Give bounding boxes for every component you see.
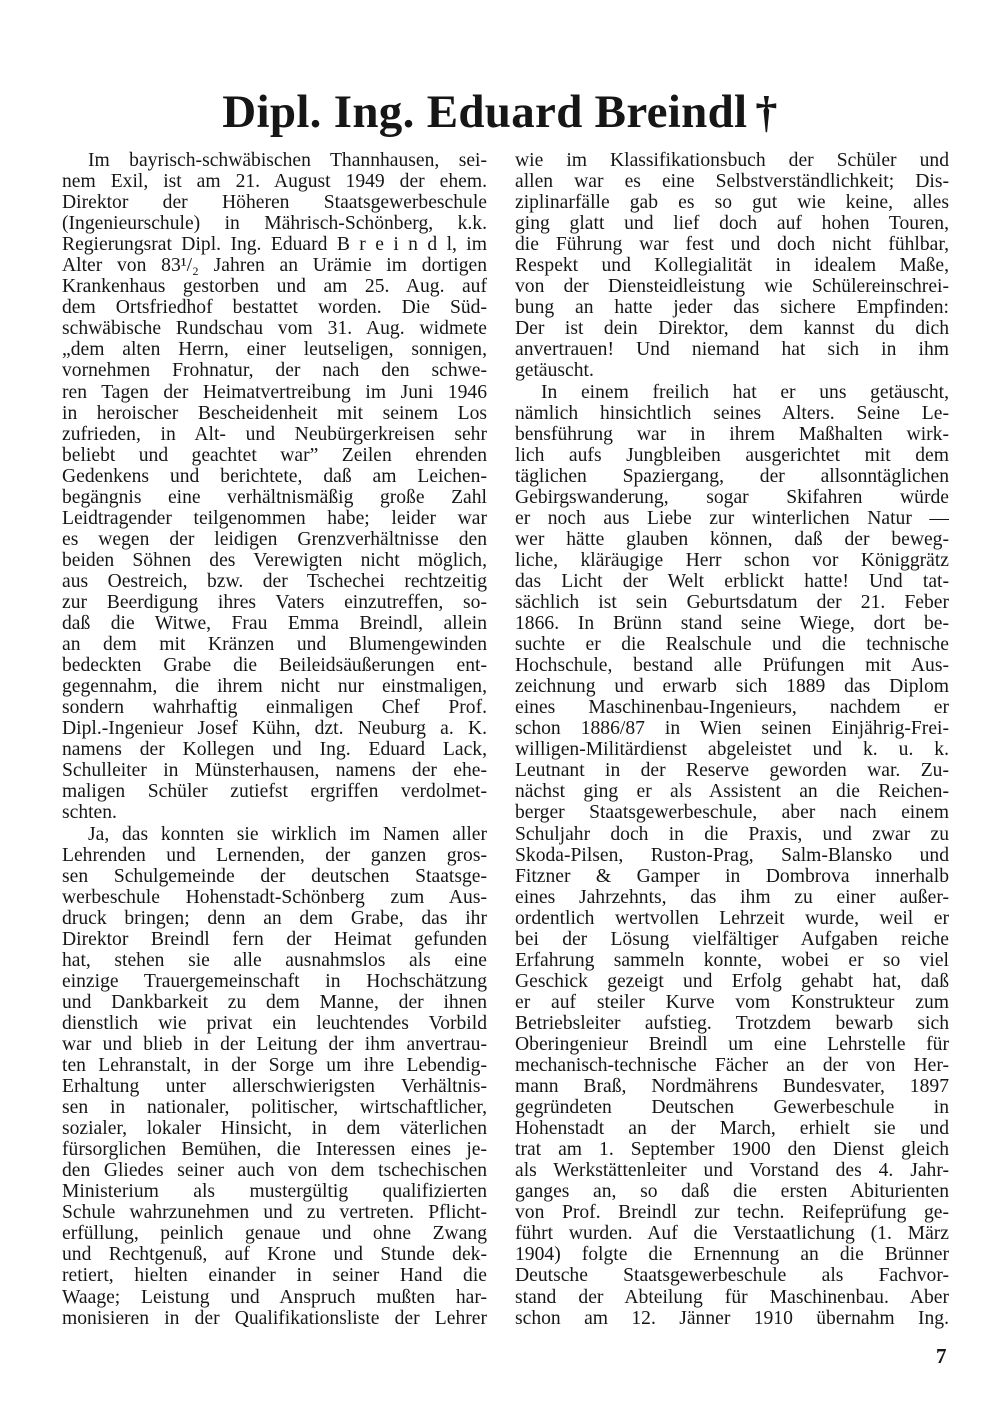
text-line: Direktor Breindl fern der Heimat gefunden [62, 928, 487, 950]
text-line: Gedenkens und berichtete, daß am Leichen- [62, 465, 487, 487]
text-line: dem Ortsfriedhof bestattet worden. Die Süd- [62, 297, 487, 319]
text-line: er noch aus Liebe zur winterlichen Natur — [515, 507, 949, 529]
text-line: Schuljahr doch in die Praxis, und zwar zu [515, 823, 949, 845]
text-line: 1904) folgte die Ernennung an die Brünner [515, 1244, 949, 1266]
text-line: er auf steiler Kurve vom Konstrukteur zum [515, 991, 949, 1013]
text-line: Leidtragender teilgenommen habe; leider war [62, 507, 487, 529]
text-line: Direktor der Höheren Staatsgewerbeschule [62, 192, 487, 214]
text-line: zeichnung und erwarb sich 1889 das Diplom [515, 676, 949, 698]
text-line: werbeschule Hohenstadt-Schönberg zum Aus- [62, 886, 487, 908]
text-line: beliebt und geachtet war” Zeilen ehrenden [62, 444, 487, 466]
text-line: sen Schulgemeinde der deutschen Staatsge- [62, 865, 487, 887]
text-line: zur Beerdigung ihres Vaters einzutreffen, so- [62, 591, 487, 613]
text-line: begängnis eine verhältnismäßig große Zahl [62, 486, 487, 508]
text-line: mechanisch-technische Fächer an der von Her- [515, 1055, 949, 1077]
text-line: In einem freilich hat er uns getäuscht, [541, 381, 949, 403]
text-line: Waage; Leistung und Anspruch mußten har- [62, 1286, 487, 1308]
paragraph [515, 150, 949, 382]
text-line: Deutsche Staatsgewerbeschule als Fachvor- [515, 1265, 949, 1287]
text-line: hat, stehen sie alle ausnahmslos als eine [62, 949, 487, 971]
text-line: Ministerium als mustergültig qualifizierten [62, 1181, 487, 1203]
text-line: Schulleiter in Münsterhausen, namens der ehe- [62, 760, 487, 782]
text-line: sozialer, lokaler Hinsicht, in dem väterlichen [62, 1118, 487, 1140]
text-line: Betriebsleiter aufstieg. Trotzdem bewarb sich [515, 1012, 949, 1034]
text-line: ten Lehranstalt, in der Sorge um ihre Lebendig- [62, 1055, 487, 1077]
text-line: namens der Kollegen und Ing. Eduard Lack, [62, 739, 487, 761]
text-line: fürsorglichen Bemühen, die Interessen eines je- [62, 1139, 487, 1161]
text-line: bei der Lösung vielfältiger Aufgaben reiche [515, 928, 949, 950]
text-line: Der ist dein Direktor, dem kannst du dich [515, 318, 949, 340]
text-line: und Dankbarkeit zu dem Manne, der ihnen [62, 991, 487, 1013]
text-line: das Licht der Welt erblickt hatte! Und tat- [515, 570, 949, 592]
text-line: beiden Söhnen des Verewigten nicht möglich, [62, 549, 487, 571]
text-line: eines Maschinenbau-Ingenieurs, nachdem er [515, 697, 949, 719]
text-line: Erfahrung sammeln konnte, wobei er so viel [515, 949, 949, 971]
text-line: die Führung war fest und doch nicht fühlbar, [515, 234, 949, 256]
text-line: sen in nationaler, politischer, wirtschaftlicher, [62, 1097, 487, 1119]
text-line: druck bringen; denn an dem Grabe, das ihr [62, 907, 487, 929]
text-line: Hohenstadt an der March, erhielt sie und [515, 1118, 949, 1140]
text-line: gegründeten Deutschen Gewerbeschule in [515, 1097, 949, 1119]
text-line: ordentlich wertvollen Lehrzeit wurde, weil er [515, 907, 949, 929]
text-line: es wegen der leidigen Grenzverhältnisse den [62, 528, 487, 550]
paragraph [62, 824, 487, 1329]
text-line: mann Braß, Nordmährens Bundesvater, 1897 [515, 1076, 949, 1098]
paragraph [515, 382, 949, 1329]
text-line: nämlich hinsichtlich seines Alters. Seine Le- [515, 402, 949, 424]
article-column-left [62, 150, 487, 1329]
text-line: sächlich ist sein Geburtsdatum der 21. Feber [515, 591, 949, 613]
text-line: Leutnant in der Reserve geworden war. Zu- [515, 760, 949, 782]
text-line: liche, kläräugige Herr schon vor Königgrätz [515, 549, 949, 571]
text-line: trat am 1. September 1900 den Dienst gleich [515, 1139, 949, 1161]
text-line: von der Diensteidleistung wie Schülereinschrei- [515, 276, 949, 298]
text-line: wie im Klassifikationsbuch der Schüler und [515, 150, 949, 171]
text-line: einzige Trauergemeinschaft in Hochschätzung [62, 970, 487, 992]
text-line: daß die Witwe, Frau Emma Breindl, allein [62, 613, 487, 635]
text-line: täglichen Spaziergang, der allsonntäglichen [515, 465, 949, 487]
text-line: war und blieb in der Leitung der ihm anvertrau- [62, 1033, 487, 1055]
text-line: eines Jahrzehnts, das ihm zu einer außer- [515, 886, 949, 908]
paragraph [62, 150, 487, 824]
text-line: schon 1886/87 in Wien seinen Einjährig-Frei- [515, 718, 949, 740]
text-line: vornehmen Frohnatur, der nach den schwe- [62, 360, 487, 382]
text-line: suchte er die Realschule und die technische [515, 634, 949, 656]
text-line: aus Oestreich, bzw. der Tschechei rechtzeitig [62, 570, 487, 592]
text-line: stand der Abteilung für Maschinenbau. Aber [515, 1286, 949, 1308]
text-line: Dipl.-Ingenieur Josef Kühn, dzt. Neuburg a. K. [62, 718, 487, 740]
page-title [0, 84, 1000, 141]
text-line: Gebirgswanderung, sogar Skifahren würde [515, 486, 949, 508]
dagger-icon: † [755, 88, 778, 137]
text-line: führt wurden. Auf die Verstaatlichung (1. März [515, 1223, 949, 1245]
text-line: bensführung war in ihrem Maßhalten wirk- [515, 423, 949, 445]
text-line: erfüllung, peinlich genaue und ohne Zwang [62, 1223, 487, 1245]
text-line: von Prof. Breindl zur techn. Reifeprüfung ge- [515, 1202, 949, 1224]
text-line: bung an hatte jeder das sichere Empfinden: [515, 297, 949, 319]
text-line: bedeckten Grabe die Beileidsäußerungen ent- [62, 655, 487, 677]
text-line: lich aufs Jungbleiben ausgerichtet mit dem [515, 444, 949, 466]
text-line: Alter von 83¹/₂ Jahren an Urämie im dortigen [62, 255, 487, 277]
text-line: den Gliedes seiner auch von dem tschechischen [62, 1160, 487, 1182]
text-line: Respekt und Kollegialität in idealem Maße, [515, 255, 949, 277]
text-line: schten. [62, 802, 117, 824]
text-line: als Werkstättenleiter und Vorstand des 4. Jahr- [515, 1160, 949, 1182]
title-text: Dipl. Ing. Eduard Breindl [222, 86, 748, 138]
text-line: schwäbische Rundschau vom 31. Aug. widmete [62, 318, 487, 340]
text-line: Geschick gezeigt und Erfolg gehabt hat, daß [515, 970, 949, 992]
text-line: Erhaltung unter allerschwierigsten Verhältnis- [62, 1076, 487, 1098]
text-line: sondern wahrhaftig einmaligen Chef Prof. [62, 697, 487, 719]
text-line: zufrieden, in Alt- und Neubürgerkreisen sehr [62, 423, 487, 445]
text-line: Skoda-Pilsen, Ruston-Prag, Salm-Blansko und [515, 844, 949, 866]
text-line: nem Exil, ist am 21. August 1949 der ehem. [62, 171, 487, 193]
text-line: Krankenhaus gestorben und am 25. Aug. auf [62, 276, 487, 298]
text-line: allen war es eine Selbstverständlichkeit; Dis- [515, 171, 949, 193]
text-line: getäuscht. [515, 360, 594, 382]
text-line: schon am 12. Jänner 1910 übernahm Ing. [515, 1307, 949, 1329]
text-line: ren Tagen der Heimatvertreibung im Juni 1946 [62, 381, 487, 403]
text-line: Fitzner & Gamper in Dombrova innerhalb [515, 865, 949, 887]
article-column-right [515, 150, 949, 1329]
text-line: monisieren in der Qualifikationsliste der Lehrer [62, 1307, 487, 1329]
text-line: anvertrauen! Und niemand hat sich in ihm [515, 339, 949, 361]
text-line: in heroischer Bescheidenheit mit seinem Los [62, 402, 487, 424]
text-line: Regierungsrat Dipl. Ing. Eduard B r e i n d l, im [62, 234, 487, 256]
text-line: ziplinarfälle gab es so gut wie keine, alles [515, 192, 949, 214]
text-line: ging glatt und lief doch auf hohen Touren, [515, 213, 949, 235]
page-number: 7 [936, 1344, 947, 1368]
text-line: willigen-Militärdienst abgeleistet und k. u. k. [515, 739, 949, 761]
text-line: ganges an, so daß die ersten Abiturienten [515, 1181, 949, 1203]
text-line: und Rechtgenuß, auf Krone und Stunde dek- [62, 1244, 487, 1266]
text-line: „dem alten Herrn, einer leutseligen, sonnigen, [62, 339, 487, 361]
text-line: Im bayrisch-schwäbischen Thannhausen, sei- [88, 150, 487, 171]
text-line: nächst ging er als Assistent an die Reichen- [515, 781, 949, 803]
text-line: retiert, hielten einander in seiner Hand die [62, 1265, 487, 1287]
text-line: Ja, das konnten sie wirklich im Namen aller [88, 823, 487, 845]
text-line: gegennahm, die ihrem nicht nur einstmaligen, [62, 676, 487, 698]
text-line: Schule wahrzunehmen und zu vertreten. Pflicht- [62, 1202, 487, 1224]
text-line: an dem mit Kränzen und Blumengewinden [62, 634, 487, 656]
text-line: berger Staatsgewerbeschule, aber nach einem [515, 802, 949, 824]
text-line: Hochschule, bestand alle Prüfungen mit Aus- [515, 655, 949, 677]
text-line: Lehrenden und Lernenden, der ganzen gros- [62, 844, 487, 866]
text-line: wer hätte glauben können, daß der beweg- [515, 528, 949, 550]
text-line: 1866. In Brünn stand seine Wiege, dort be- [515, 613, 949, 635]
text-line: Oberingenieur Breindl um eine Lehrstelle für [515, 1033, 949, 1055]
text-line: (Ingenieurschule) in Mährisch-Schönberg, k.k. [62, 213, 487, 235]
text-line: maligen Schüler zutiefst ergriffen verdolmet- [62, 781, 487, 803]
text-line: dienstlich wie privat ein leuchtendes Vorbild [62, 1012, 487, 1034]
